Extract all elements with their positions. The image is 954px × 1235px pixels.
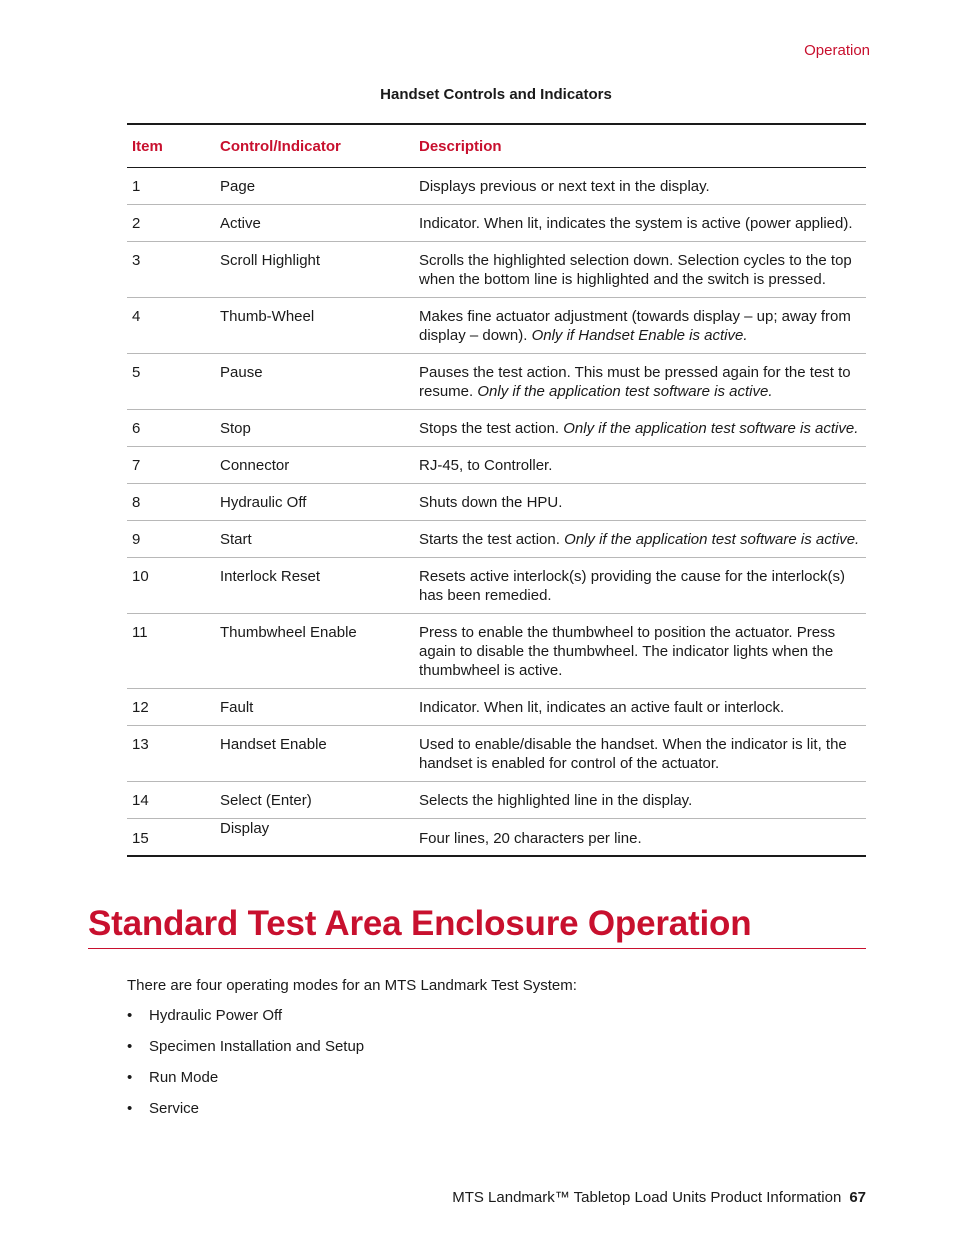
- item-number: 5: [127, 354, 215, 410]
- description-cell: [414, 242, 866, 298]
- description-cell: [414, 447, 866, 484]
- operating-modes-list: [127, 1007, 364, 1131]
- table-row: [127, 410, 866, 447]
- description-cell: [414, 354, 866, 410]
- control-name: Select (Enter): [215, 782, 414, 819]
- column-header-description: Description: [414, 124, 866, 168]
- description-text: Starts the test action.: [419, 531, 560, 548]
- description-cell: [414, 558, 866, 614]
- bullet: •: [127, 1007, 133, 1024]
- control-name: Stop: [215, 410, 414, 447]
- table-row: [127, 354, 866, 410]
- description-cell: [414, 484, 866, 521]
- table-row: [127, 614, 866, 689]
- control-name: Handset Enable: [215, 726, 414, 782]
- description-text: Four lines, 20 characters per line.: [419, 830, 642, 847]
- control-name: Connector: [215, 447, 414, 484]
- item-number: 4: [127, 298, 215, 354]
- table-row: [127, 447, 866, 484]
- bullet: •: [127, 1100, 133, 1117]
- description-cell: [414, 726, 866, 782]
- table-row: [127, 205, 866, 242]
- control-name: Pause: [215, 354, 414, 410]
- controls-table: [127, 123, 866, 857]
- item-number: 15: [127, 819, 215, 857]
- column-header-control: Control/Indicator: [215, 124, 414, 168]
- item-number: 6: [127, 410, 215, 447]
- description-text: Selects the highlighted line in the display.: [419, 792, 693, 809]
- description-text: Used to enable/disable the handset. When the indicator is lit, the handset is enabled for control of the actuator.: [419, 736, 847, 772]
- control-name: Start: [215, 521, 414, 558]
- list-item: [127, 1038, 364, 1069]
- description-text: Shuts down the HPU.: [419, 494, 563, 511]
- running-header: Operation: [804, 42, 870, 59]
- description-text: Indicator. When lit, indicates an active fault or interlock.: [419, 699, 785, 716]
- control-name: Thumb-Wheel: [215, 298, 414, 354]
- description-text: RJ-45, to Controller.: [419, 457, 553, 474]
- section-title: Standard Test Area Enclosure Operation: [88, 904, 866, 949]
- description-note: Only if the application test software is active.: [564, 531, 860, 548]
- description-note: Only if Handset Enable is active.: [531, 327, 748, 344]
- control-name: Fault: [215, 689, 414, 726]
- description-cell: [414, 614, 866, 689]
- item-number: 8: [127, 484, 215, 521]
- control-name: Page: [215, 168, 414, 205]
- item-number: 7: [127, 447, 215, 484]
- description-cell: [414, 782, 866, 819]
- mode-label: Specimen Installation and Setup: [149, 1038, 365, 1055]
- table-row: [127, 484, 866, 521]
- description-text: Displays previous or next text in the display.: [419, 178, 710, 195]
- control-name: Display: [215, 819, 414, 857]
- table-row: [127, 558, 866, 614]
- mode-label: Hydraulic Power Off: [149, 1007, 283, 1024]
- item-number: 2: [127, 205, 215, 242]
- table-row: [127, 521, 866, 558]
- description-text: Stops the test action.: [419, 420, 560, 437]
- item-number: 3: [127, 242, 215, 298]
- mode-label: Run Mode: [149, 1069, 219, 1086]
- control-name: Interlock Reset: [215, 558, 414, 614]
- table-row: [127, 689, 866, 726]
- item-number: 10: [127, 558, 215, 614]
- intro-text: There are four operating modes for an MTS Landmark Test System:: [127, 977, 577, 994]
- page-number: 67: [849, 1189, 866, 1206]
- table-row: [127, 298, 866, 354]
- table-row: [127, 168, 866, 205]
- description-text: Press to enable the thumbwheel to position the actuator. Press again to disable the thumbwheel. The indicator lights when the thumbwheel is active.: [419, 624, 836, 679]
- table-header-row: [127, 124, 866, 168]
- column-header-item: Item: [127, 124, 215, 168]
- control-name: Thumbwheel Enable: [215, 614, 414, 689]
- description-cell: [414, 168, 866, 205]
- table-row: [127, 819, 866, 857]
- description-text: Indicator. When lit, indicates the system is active (power applied).: [419, 215, 853, 232]
- bullet: •: [127, 1038, 133, 1055]
- control-name: Hydraulic Off: [215, 484, 414, 521]
- description-text: Pauses the test action. This must be pressed again for the test to resume.: [419, 364, 851, 400]
- control-name: Active: [215, 205, 414, 242]
- item-number: 1: [127, 168, 215, 205]
- bullet: •: [127, 1069, 133, 1086]
- description-text: Scrolls the highlighted selection down. Selection cycles to the top when the bottom line is highlighted and the switch is pressed.: [419, 252, 852, 288]
- mode-label: Service: [149, 1100, 200, 1117]
- description-cell: [414, 521, 866, 558]
- description-cell: [414, 819, 866, 857]
- footer-title: MTS Landmark™ Tabletop Load Units Product Information: [452, 1189, 842, 1206]
- page-footer: [452, 1189, 866, 1206]
- list-item: [127, 1069, 364, 1100]
- description-text: Makes fine actuator adjustment (towards display – up; away from display – down).: [419, 308, 851, 344]
- control-name: Scroll Highlight: [215, 242, 414, 298]
- table-caption: Handset Controls and Indicators: [380, 86, 612, 103]
- table-row: [127, 726, 866, 782]
- item-number: 12: [127, 689, 215, 726]
- list-item: [127, 1100, 364, 1131]
- table-row: [127, 242, 866, 298]
- list-item: [127, 1007, 364, 1038]
- description-cell: [414, 298, 866, 354]
- item-number: 13: [127, 726, 215, 782]
- item-number: 11: [127, 614, 215, 689]
- description-text: Resets active interlock(s) providing the cause for the interlock(s) has been remedied.: [419, 568, 846, 604]
- description-cell: [414, 205, 866, 242]
- description-note: Only if the application test software is active.: [477, 383, 773, 400]
- table-row: [127, 782, 866, 819]
- item-number: 14: [127, 782, 215, 819]
- description-cell: [414, 689, 866, 726]
- item-number: 9: [127, 521, 215, 558]
- description-cell: [414, 410, 866, 447]
- description-note: Only if the application test software is active.: [563, 420, 859, 437]
